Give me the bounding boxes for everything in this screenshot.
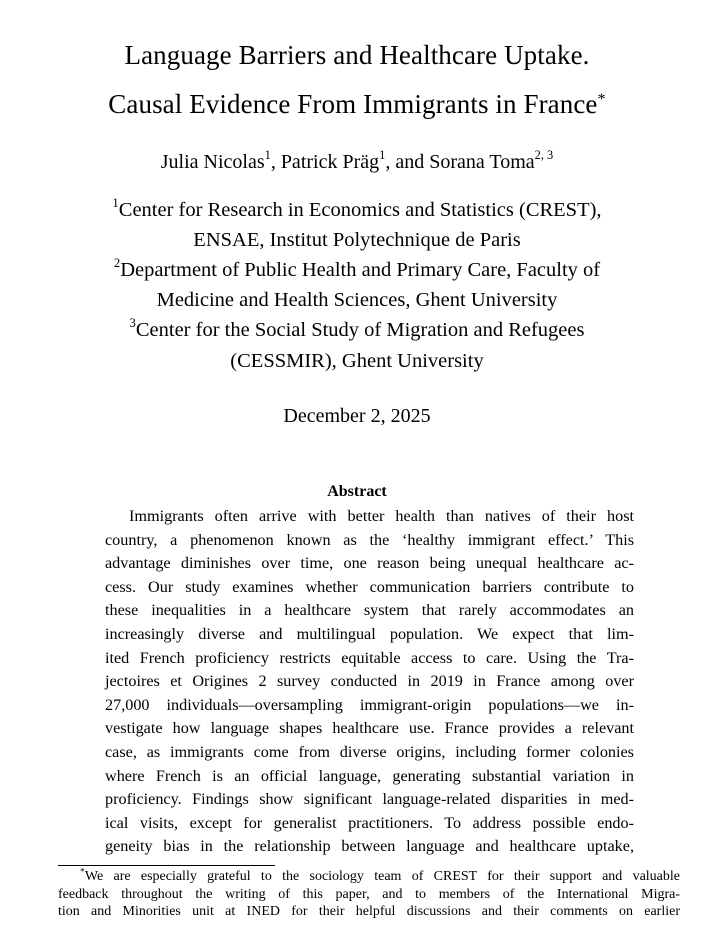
abstract-line: proficiency. Findings show significant language-related disparities in med- — [105, 790, 634, 809]
paper-date: December 2, 2025 — [283, 405, 431, 427]
abstract-line: ical visits, except for generalist practitioners. To address possible endo- — [105, 813, 634, 832]
affiliation-text: Medicine and Health Sciences, Ghent University — [156, 289, 558, 311]
abstract-line: these inequalities in a healthcare system that rarely accommodates an — [105, 601, 634, 620]
author-affiliation-mark: 1 — [264, 148, 271, 163]
abstract-line: jectoires et Origines 2 survey conducted in 2019 in France among over — [105, 672, 634, 691]
title-footnote-mark[interactable]: * — [597, 89, 606, 108]
author-name: Sorana Toma — [429, 151, 535, 173]
abstract-line: geneity bias in the relationship between language and healthcare uptake, — [105, 837, 634, 856]
affiliation-mark: 3 — [129, 315, 136, 330]
abstract-body — [105, 505, 634, 859]
abstract-heading: Abstract — [327, 483, 387, 500]
footnote — [58, 868, 680, 921]
abstract-line: 27,000 individuals—oversampling immigrant-origin populations—we in- — [105, 695, 634, 714]
affiliation-text: Center for the Social Study of Migration and Refugees — [135, 319, 585, 341]
affiliation-text: ENSAE, Institut Polytechnique de Paris — [193, 229, 521, 251]
footnote-divider — [58, 865, 275, 866]
affiliation-mark: 1 — [112, 195, 119, 210]
footnote-text: We are especially grateful to the sociology team of CREST for their support and valuable — [84, 869, 680, 884]
affiliation-text: Center for Research in Economics and Statistics (CREST), — [118, 199, 602, 221]
affiliation-2-line-1 — [0, 255, 714, 285]
abstract-line: cess. Our study examines whether communication barriers contribute to — [105, 577, 634, 596]
abstract-line: increasingly diverse and multilingual population. We expect that lim- — [105, 624, 634, 643]
footnote-line: feedback throughout the writing of this paper, and to members of the International Migra- — [58, 886, 680, 902]
author-affiliation-mark: 1 — [379, 148, 386, 163]
title-text-1: Language Barriers and Healthcare Uptake. — [124, 40, 590, 70]
abstract-line: ited French proficiency restricts equitable access to care. Using the Tra- — [105, 648, 634, 667]
affiliation-3-line-2 — [0, 346, 714, 376]
affiliation-text: (CESSMIR), Ghent University — [230, 350, 484, 372]
abstract-line: where French is an official language, generating substantial variation in — [105, 766, 634, 785]
affiliation-1-line-2 — [0, 225, 714, 255]
affiliation-text: Department of Public Health and Primary Care, Faculty of — [120, 259, 601, 281]
footnote-mark: * — [80, 866, 85, 878]
paper-title-line-1 — [0, 37, 714, 73]
affiliation-3-line-1 — [0, 315, 714, 345]
abstract-line: vestigate how language shapes healthcare use. France provides a relevant — [105, 719, 634, 738]
footnote-line — [58, 868, 680, 886]
paper-title-line-2 — [0, 86, 714, 122]
affiliation-2-line-2 — [0, 285, 714, 315]
author-separator: , and — [385, 151, 430, 173]
abstract-line: case, as immigrants come from diverse origins, including former colonies — [105, 742, 634, 761]
author-name: Patrick Präg — [280, 151, 380, 173]
affiliation-mark: 2 — [113, 255, 121, 270]
affiliation-1-line-1 — [0, 195, 714, 225]
author-name: Julia Nicolas — [160, 151, 265, 173]
abstract-line: country, a phenomenon known as the ‘healthy immigrant effect.’ This — [105, 530, 634, 549]
author-affiliation-mark: 2, 3 — [534, 148, 554, 163]
footnote-line: tion and Minorities unit at INED for their helpful discussions and their comments on earlier — [58, 904, 680, 919]
author-separator: , — [270, 151, 281, 173]
abstract-line: Immigrants often arrive with better health than natives of their host — [129, 507, 634, 525]
author-list — [0, 148, 714, 176]
abstract-line: advantage diminishes over time, one reason being unequal healthcare ac- — [105, 554, 634, 573]
title-text-2: Causal Evidence From Immigrants in France — [108, 89, 598, 119]
